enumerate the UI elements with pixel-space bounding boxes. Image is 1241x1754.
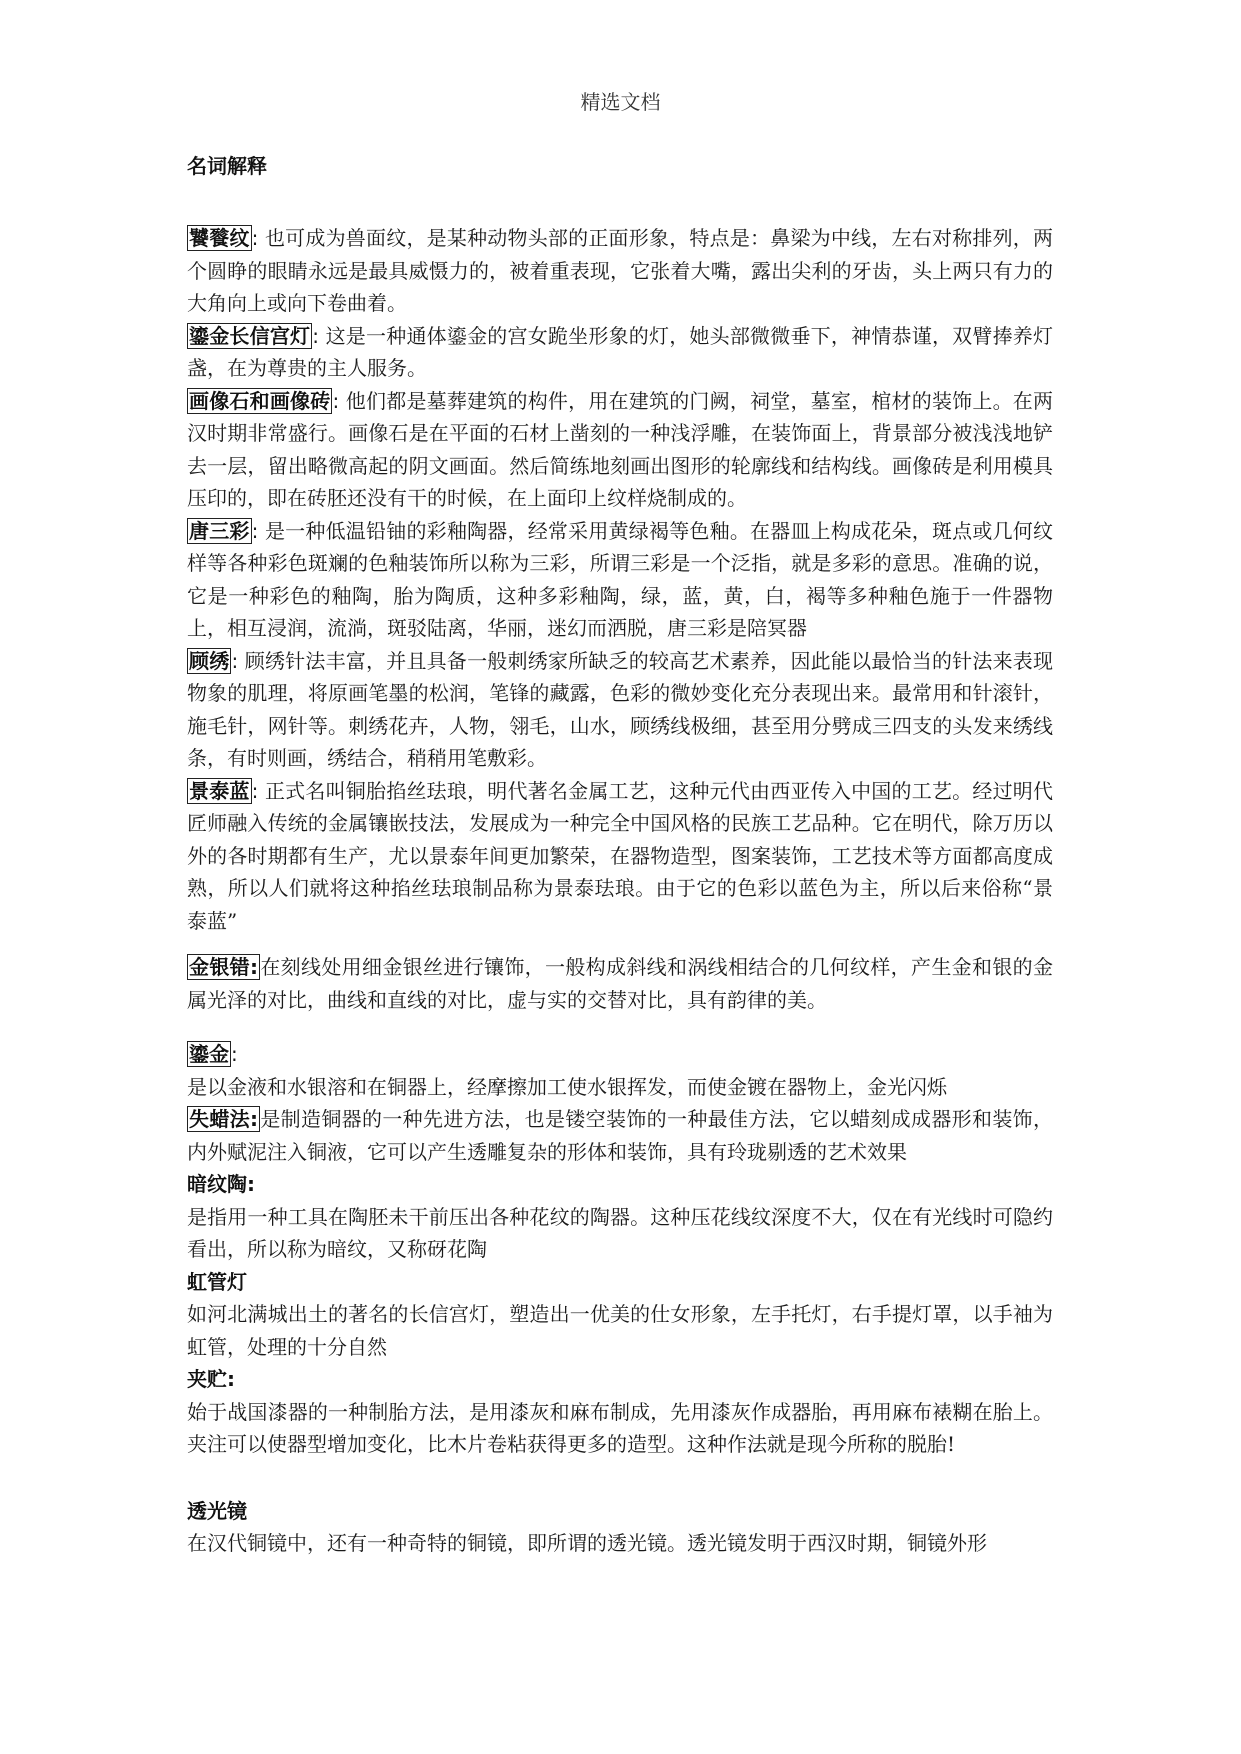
term-label: 暗纹陶: [187,1172,255,1196]
term-gold-silver-inlay [187,951,1053,1016]
term-definition: 也可成为兽面纹，是某种动物头部的正面形象，特点是：鼻梁为中线，左右对称排列，两个圆睁的眼睛永远是最具威慑力的，被着重表现，它张着大嘴，露出尖利的牙齿，头上两只有力的大角向上或向下卷曲着。 [187,226,1054,315]
term-definition: 是以金液和水银溶和在铜器上，经摩擦加工使水银挥发，而使金镀在器物上，金光闪烁 [187,1074,947,1099]
term-separator: : [231,648,239,673]
term-definition: 正式名叫铜胎掐丝珐琅，明代著名金属工艺，这种元代由西亚传入中国的工艺。经过明代匠师融入传统的金属镶嵌技法，发展成为一种完全中国风格的民族工艺品种。它在明代，除万历以外的各时期都有生产，尤以景泰年间更加繁荣，在器物造型，图案装饰，工艺技术等方面都高度成熟，所以人们就将这种掐丝珐琅制品称为景泰珐琅。由于它的色彩以蓝色为主，所以后来俗称“景泰蓝” [187,778,1054,933]
term-lost-wax [187,1103,1053,1168]
term-pictorial-stone-brick [187,385,1053,515]
term-label: 透光镜 [187,1498,247,1523]
term-jiazhu [187,1363,1053,1461]
term-gilding [187,1038,1053,1103]
term-label: 唐三彩 [189,518,250,543]
term-label: 景泰蓝 [189,778,250,803]
term-separator: : [231,1042,238,1066]
term-definition: 这是一种通体鎏金的宫女跪坐形象的灯，她头部微微垂下，神情恭谨，双臂捧养灯盏，在为尊贵的主人服务。 [187,323,1054,380]
term-label: 鎏金 [189,1042,229,1066]
term-label: 饕餮纹 [189,226,250,250]
term-definition: 在汉代铜镜中，还有一种奇特的铜镜，即所谓的透光镜。透光镜发明于西汉时期，铜镜外形 [187,1531,987,1555]
term-label: 鎏金长信宫灯 [189,323,311,348]
term-gu-embroidery [187,645,1053,775]
term-magic-mirror [187,1495,1053,1560]
term-tang-sancai [187,515,1053,645]
term-cloisonne [187,775,1053,938]
running-header: 精选文档 [580,90,661,114]
term-label: 夹贮: [187,1367,235,1391]
term-definition: 是一种低温铅铀的彩釉陶器，经常采用黄绿褐等色釉。在器皿上构成花朵，斑点或几何纹样等各种彩色斑斓的色釉装饰所以称为三彩，所谓三彩是一个泛指，就是多彩的意思。准确的说，它是一种彩色的釉陶，胎为陶质，这种多彩釉陶，绿，蓝，黄，白，褐等多种釉色施于一件器物上，相互浸润，流淌，斑驳陆离，华丽，迷幻而洒脱，唐三彩是陪冥器 [187,518,1054,640]
term-definition: 他们都是墓葬建筑的构件，用在建筑的门阙，祠堂，墓室，棺材的装饰上。在两汉时期非常盛行。画像石是在平面的石材上凿刻的一种浅浮雕，在装饰面上，背景部分被浅浅地铲去一层，留出略微高起的阴文画面。然后简练地刻画出图形的轮廓线和结构线。画像砖是利用模具压印的，即在砖胚还没有干的时候，在上面印上纹样烧制成的。 [187,388,1054,510]
term-definition: 是指用一种工具在陶胚未干前压出各种花纹的陶器。这种压花线纹深度不大，仅在有光线时可隐约看出，所以称为暗纹，又称砑花陶 [187,1204,1053,1261]
document-body [187,150,1053,1560]
term-changxin-lamp [187,320,1053,385]
term-separator: : [251,518,259,543]
term-label: 金银错: [189,955,258,979]
term-definition: 在刻线处用细金银丝进行镶饰，一般构成斜线和涡线相结合的几何纹样，产生金和银的金属光泽的对比，曲线和直线的对比，虚与实的交替对比，具有韵律的美。 [187,955,1053,1012]
term-label: 顾绣 [189,648,230,673]
term-label: 失蜡法: [189,1107,258,1131]
term-dark-pattern-pottery [187,1168,1053,1266]
term-label: 虹管灯 [187,1269,247,1294]
term-separator: : [251,226,259,250]
term-rainbow-tube-lamp [187,1266,1053,1364]
term-separator: : [332,388,340,413]
term-definition: 如河北满城出土的著名的长信宫灯，塑造出一优美的仕女形象，左手托灯，右手提灯罩，以手袖为虹管，处理的十分自然 [187,1302,1053,1359]
term-definition: 是制造铜器的一种先进方法，也是镂空装饰的一种最佳方法，它以蜡刻成成器形和装饰，内外赋泥注入铜液，它可以产生透雕复杂的形体和装饰，具有玲珑剔透的艺术效果 [187,1107,1053,1164]
term-definition: 顾绣针法丰富，并且具备一般刺绣家所缺乏的较高艺术素养，因此能以最恰当的针法来表现物象的肌理，将原画笔墨的松润，笔锋的藏露，色彩的微妙变化充分表现出来。最常用和针滚针，施毛针，网针等。刺绣花卉，人物，翎毛，山水，顾绣线极细，甚至用分劈成三四支的头发来绣线条，有时则画，绣结合，稍稍用笔敷彩。 [187,648,1054,770]
section-title: 名词解释 [187,154,267,178]
term-separator: : [312,323,320,348]
term-label: 画像石和画像砖 [189,388,331,413]
term-separator: : [251,778,259,803]
term-taotie [187,222,1053,320]
term-definition: 始于战国漆器的一种制胎方法，是用漆灰和麻布制成，先用漆灰作成器胎，再用麻布裱糊在胎上。夹注可以使器型增加变化，比木片卷粘获得更多的造型。这种作法就是现今所称的脱胎! [187,1399,1053,1456]
